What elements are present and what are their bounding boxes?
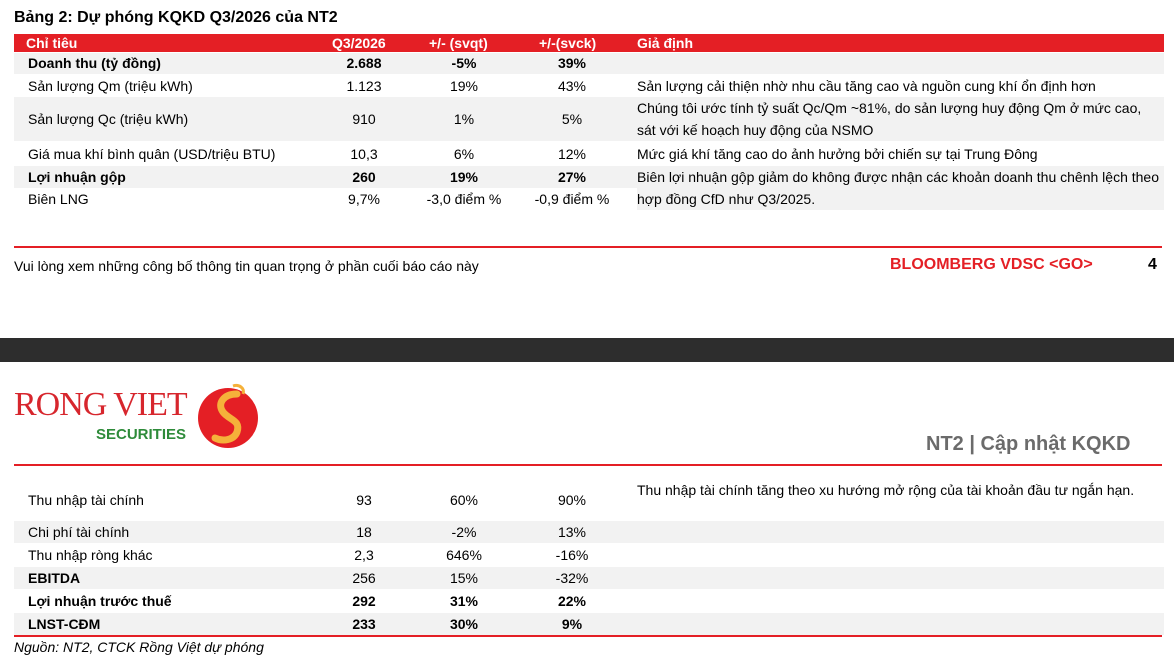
row-note: Thu nhập tài chính tăng theo xu hướng mở rộng của tài khoản đầu tư ngắn hạn. — [637, 482, 1135, 498]
row-label: Biên LNG — [28, 191, 89, 207]
row-label: LNST-CĐM — [28, 616, 101, 632]
row-svqt: -2% — [451, 524, 477, 540]
header-gia-dinh: Giả định — [637, 35, 693, 51]
disclaimer-text: Vui lòng xem những công bố thông tin quan trọng ở phần cuối báo cáo này — [14, 258, 479, 274]
row-svqt: 31% — [449, 593, 479, 609]
row-q3: 18 — [356, 524, 372, 540]
row-q3: 292 — [352, 593, 376, 609]
row-svck: 12% — [557, 146, 587, 162]
row-label: Sản lượng Qm (triệu kWh) — [28, 78, 193, 94]
row-label: EBITDA — [28, 570, 81, 586]
row-q3: 2,3 — [354, 547, 374, 563]
row-svqt: -3,0 điểm % — [426, 191, 502, 207]
table-row — [14, 521, 1164, 543]
page-number: 4 — [1148, 256, 1157, 273]
table-row — [14, 567, 1164, 589]
table-row — [14, 166, 1164, 210]
report-header-title: NT2 | Cập nhật KQKD — [926, 433, 1131, 455]
row-note: Biên lợi nhuận gộp giảm do không được nhận các khoản doanh thu chênh lệch theo hợp đồng CfD như Q3/2025. — [637, 169, 1159, 207]
row-svqt: 30% — [449, 616, 479, 632]
row-svck: 13% — [557, 524, 587, 540]
row-note: Chúng tôi ước tính tỷ suất Qc/Qm ~81%, do sản lượng huy động Qm ở mức cao, sát với kế hoạch huy động của NSMO — [637, 100, 1142, 138]
row-svqt: -5% — [451, 55, 477, 71]
row-svqt: 60% — [449, 492, 479, 508]
bloomberg-code: BLOOMBERG VDSC <GO> — [890, 256, 1093, 273]
row-label: Thu nhập tài chính — [28, 492, 144, 508]
row-note: Sản lượng cải thiện nhờ nhu cầu tăng cao và nguồn cung khí ổn định hơn — [637, 78, 1096, 94]
row-q3: 2.688 — [346, 55, 382, 71]
row-q3: 910 — [352, 111, 376, 127]
row-svqt: 6% — [453, 146, 475, 162]
row-svck: 22% — [557, 593, 587, 609]
rongviet-logo-text: RONG VIET — [14, 386, 187, 423]
row-q3: 1.123 — [346, 78, 382, 94]
header-q3-2026: Q3/2026 — [332, 35, 386, 51]
rongviet-logo-subtext: SECURITIES — [96, 426, 187, 443]
dragon-logo-icon — [193, 380, 263, 450]
row-svck: 5% — [561, 111, 583, 127]
table-bottom-divider — [14, 635, 1162, 637]
row-svqt: 646% — [446, 547, 482, 563]
table-row — [14, 480, 1164, 517]
row-svck: 43% — [557, 78, 587, 94]
row-svqt: 1% — [453, 111, 475, 127]
row-svck: 90% — [557, 492, 587, 508]
row-q3: 9,7% — [348, 191, 380, 207]
table-row — [14, 613, 1164, 635]
row-q3: 260 — [352, 169, 376, 185]
row-label: Chi phí tài chính — [28, 524, 130, 540]
row-q3: 233 — [352, 616, 376, 632]
source-note: Nguồn: NT2, CTCK Rồng Việt dự phóng — [14, 639, 264, 655]
table-row — [14, 75, 1164, 97]
table-header-row — [14, 34, 1164, 52]
page-break-bar — [0, 338, 1174, 362]
table-title: Bảng 2: Dự phóng KQKD Q3/2026 của NT2 — [14, 9, 338, 26]
table-row — [14, 544, 1164, 566]
row-note: Mức giá khí tăng cao do ảnh hưởng bởi chiến sự tại Trung Đông — [637, 146, 1038, 162]
table-row — [14, 53, 1164, 74]
row-label: Thu nhập ròng khác — [28, 547, 153, 563]
row-svck: 39% — [557, 55, 587, 71]
row-svqt: 19% — [449, 78, 479, 94]
row-svqt: 19% — [449, 169, 479, 185]
header-svqt: +/- (svqt) — [429, 35, 488, 51]
table-row — [14, 590, 1164, 612]
row-svck: -16% — [555, 547, 589, 563]
row-svck: -32% — [555, 570, 589, 586]
row-q3: 93 — [356, 492, 372, 508]
row-q3: 256 — [352, 570, 376, 586]
row-label: Sản lượng Qc (triệu kWh) — [28, 111, 189, 127]
row-svck: -0,9 điểm % — [534, 191, 610, 207]
row-svck: 27% — [557, 169, 587, 185]
row-label: Lợi nhuận gộp — [28, 169, 126, 185]
row-label: Lợi nhuận trước thuế — [28, 593, 172, 609]
row-label: Doanh thu (tỷ đồng) — [28, 55, 161, 71]
header-divider — [14, 464, 1162, 466]
table-row — [14, 143, 1164, 165]
row-q3: 10,3 — [350, 146, 378, 162]
header-svck: +/-(svck) — [539, 35, 597, 51]
footer-divider — [14, 246, 1162, 248]
table-row — [14, 97, 1164, 141]
row-svqt: 15% — [449, 570, 479, 586]
header-chi-tieu: Chỉ tiêu — [26, 35, 78, 51]
row-label: Giá mua khí bình quân (USD/triệu BTU) — [28, 146, 276, 162]
row-svck: 9% — [561, 616, 583, 632]
